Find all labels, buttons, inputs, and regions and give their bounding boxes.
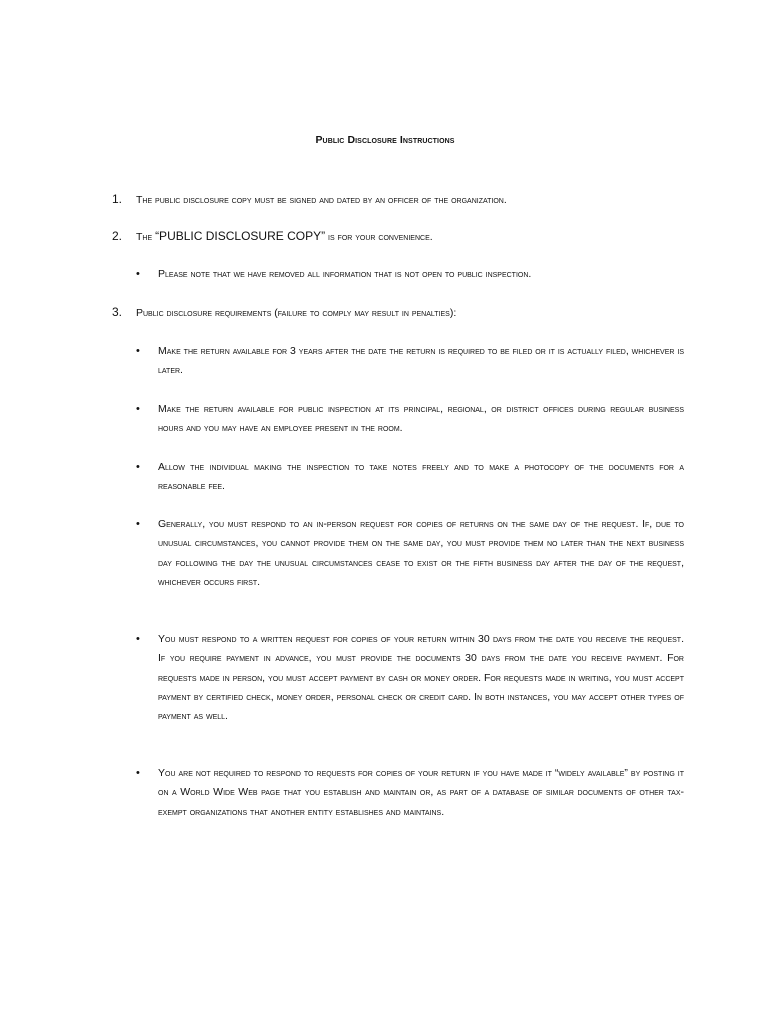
item-number: 2. — [112, 229, 123, 243]
page-title: Public Disclosure Instructions — [315, 134, 455, 146]
item-text: The public disclosure copy must be signed and dated by an officer of the organization. — [136, 194, 507, 206]
bullet-text: You must respond to a written request for copies of your return within 30 days from the date you receive the request. If you require payment in advance, you must provide the documents 30 days from the date you receive payment. For requests made in person, you must accept payment by cash or money order. For requests made in writing, you must accept payment by certified check, money order, personal check or credit card. In both instances, you may accept other types of payment as well. — [158, 633, 684, 723]
item-number: 3. — [112, 305, 123, 319]
numbered-item-3 — [112, 303, 692, 323]
bullet-item — [136, 515, 684, 592]
bullet-item — [136, 764, 684, 822]
bullet-text: Please note that we have removed all information that is not open to public inspection. — [158, 268, 532, 280]
numbered-item-2 — [112, 227, 692, 247]
item-text-prefix: The — [136, 231, 156, 243]
bullet-item — [136, 342, 684, 381]
bullet-icon: • — [136, 345, 140, 357]
bullet-text: Make the return available for 3 years after the date the return is required to be filed or it is actually filed, whichever is later. — [158, 345, 684, 377]
bullet-icon: • — [136, 518, 140, 530]
bullet-icon: • — [136, 461, 140, 473]
bullet-icon: • — [136, 403, 140, 415]
item-text-highlight: “PUBLIC DISCLOSURE COPY” — [155, 229, 326, 243]
item-text-suffix: is for your convenience. — [325, 231, 433, 243]
numbered-item-1 — [112, 190, 692, 210]
bullet-text: You are not required to respond to requests for copies of your return if you have made it “widely available” by posting it on a World Wide Web page that you establish and maintain or, as part of a database of similar documents of other tax-exempt organizations that another entity establishes and maintains. — [158, 767, 684, 818]
bullet-item — [136, 265, 684, 284]
bullet-item — [136, 400, 684, 439]
item-number: 1. — [112, 192, 123, 206]
bullet-icon: • — [136, 633, 140, 645]
bullet-icon: • — [136, 268, 140, 280]
item-text: Public disclosure requirements (failure to comply may result in penalties): — [136, 307, 457, 319]
bullet-text: Generally, you must respond to an in-person request for copies of returns on the same day of the request. If, due to unusual circumstances, you cannot provide them on the same day, you must provide them no later than the next business day following the day the unusual circumstances cease to exist or the fifth business day after the day of the request, whichever occurs first. — [158, 518, 684, 588]
bullet-item — [136, 630, 684, 726]
bullet-icon: • — [136, 767, 140, 779]
bullet-text: Make the return available for public inspection at its principal, regional, or district offices during regular business hours and you may have an employee present in the room. — [158, 403, 684, 435]
bullet-item — [136, 458, 684, 497]
bullet-text: Allow the individual making the inspection to take notes freely and to make a photocopy of the documents for a reasonable fee. — [158, 461, 684, 493]
